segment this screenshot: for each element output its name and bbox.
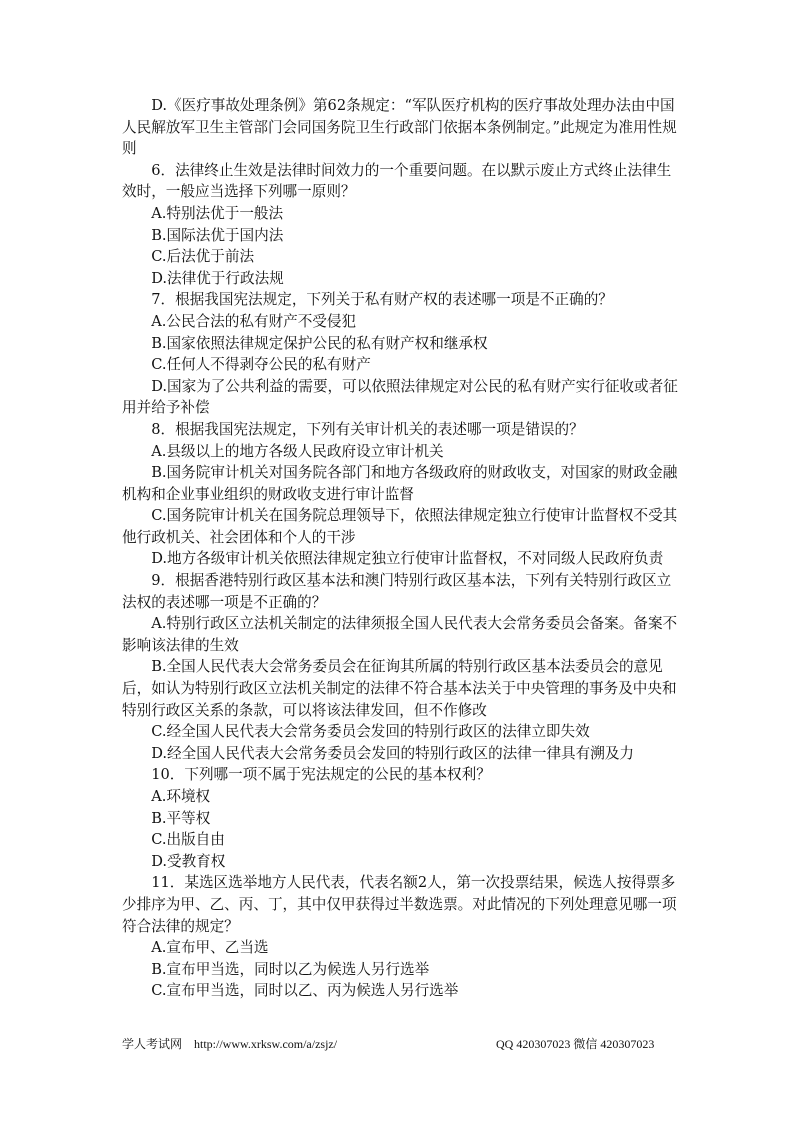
question-9: 9．根据香港特别行政区基本法和澳门特别行政区基本法，下列有关特别行政区立法权的表述哪一项是不正确的？ xyxy=(122,572,672,611)
footer-contact: QQ 420307023 微信 420307023 xyxy=(496,1037,655,1051)
option: B.国际法优于国内法 xyxy=(151,226,284,244)
question-8: 8．根据我国宪法规定，下列有关审计机关的表述哪一项是错误的？ xyxy=(151,420,584,438)
option: A.公民合法的私有财产不受侵犯 xyxy=(151,312,357,330)
question-6: 6．法律终止生效是法律时间效力的一个重要问题。在以默示废止方式终止法律生效时，一般应当选择下列哪一原则？ xyxy=(122,161,672,201)
question-11: 11．某选区选举地方人民代表，代表名额2人，第一次投票结果，候选人按得票多少排序为甲、乙、丙、丁，其中仅甲获得过半数选票。对此情况的下列处理意见哪一项符合法律的规定？ xyxy=(122,874,677,935)
footer-url-link[interactable]: http://www.xrksw.com/a/zsjz/ xyxy=(194,1037,338,1051)
option: A.特别行政区立法机关制定的法律须报全国人民代表大会常务委员会备案。备案不影响该法律的生效 xyxy=(122,615,678,654)
option: C.经全国人民代表大会常务委员会发回的特别行政区的法律立即失效 xyxy=(151,723,590,741)
option: A.宣布甲、乙当选 xyxy=(151,939,269,957)
option: B.国务院审计机关对国务院各部门和地方各级政府的财政收支，对国家的财政金融机构和企业事业组织的财政收支进行审计监督 xyxy=(122,464,678,503)
paragraph: D.《医疗事故处理条例》第62条规定：“军队医疗机构的医疗事故处理办法由中国人民解放军卫生主管部门会同国务院卫生行政部门依据本条例制定。”此规定为准用性规则 xyxy=(122,97,677,158)
option: C.后法优于前法 xyxy=(151,248,255,266)
option: D.受教育权 xyxy=(151,852,226,870)
option: A.县级以上的地方各级人民政府设立审计机关 xyxy=(151,442,444,460)
option: B.平等权 xyxy=(151,809,211,827)
option: C.任何人不得剥夺公民的私有财产 xyxy=(151,356,371,374)
option: A.特别法优于一般法 xyxy=(151,204,284,222)
question-10: 10．下列哪一项不属于宪法规定的公民的基本权利？ xyxy=(151,766,491,784)
option: D.法律优于行政法规 xyxy=(151,269,284,287)
option: C.宣布甲当选，同时以乙、丙为候选人另行选举 xyxy=(151,982,459,1000)
footer-site-name: 学人考试网 xyxy=(122,1037,183,1051)
option: B.宣布甲当选，同时以乙为候选人另行选举 xyxy=(151,960,430,978)
option: D.地方各级审计机关依照法律规定独立行使审计监督权，不对同级人民政府负责 xyxy=(151,550,664,568)
option: B.全国人民代表大会常务委员会在征询其所属的特别行政区基本法委员会的意见后，如认为特别行政区立法机关制定的法律不符合基本法关于中央管理的事务及中央和特别行政区关系的条款，可以将该法律发回，但不作修改 xyxy=(122,658,677,719)
page-footer xyxy=(122,1034,682,1054)
option: B.国家依照法律规定保护公民的私有财产权和继承权 xyxy=(151,334,488,352)
option: D.国家为了公共利益的需要，可以依照法律规定对公民的私有财产实行征收或者征用并给予补偿 xyxy=(122,377,678,417)
question-7: 7．根据我国宪法规定，下列关于私有财产权的表述哪一项是不正确的？ xyxy=(151,291,613,309)
option: C.出版自由 xyxy=(151,831,225,849)
document-body xyxy=(122,95,682,1002)
option: D.经全国人民代表大会常务委员会发回的特别行政区的法律一律具有溯及力 xyxy=(151,744,635,762)
option: A.环境权 xyxy=(151,788,211,805)
option: C.国务院审计机关在国务院总理领导下，依照法律规定独立行使审计监督权不受其他行政机关、社会团体和个人的干涉 xyxy=(122,507,678,546)
